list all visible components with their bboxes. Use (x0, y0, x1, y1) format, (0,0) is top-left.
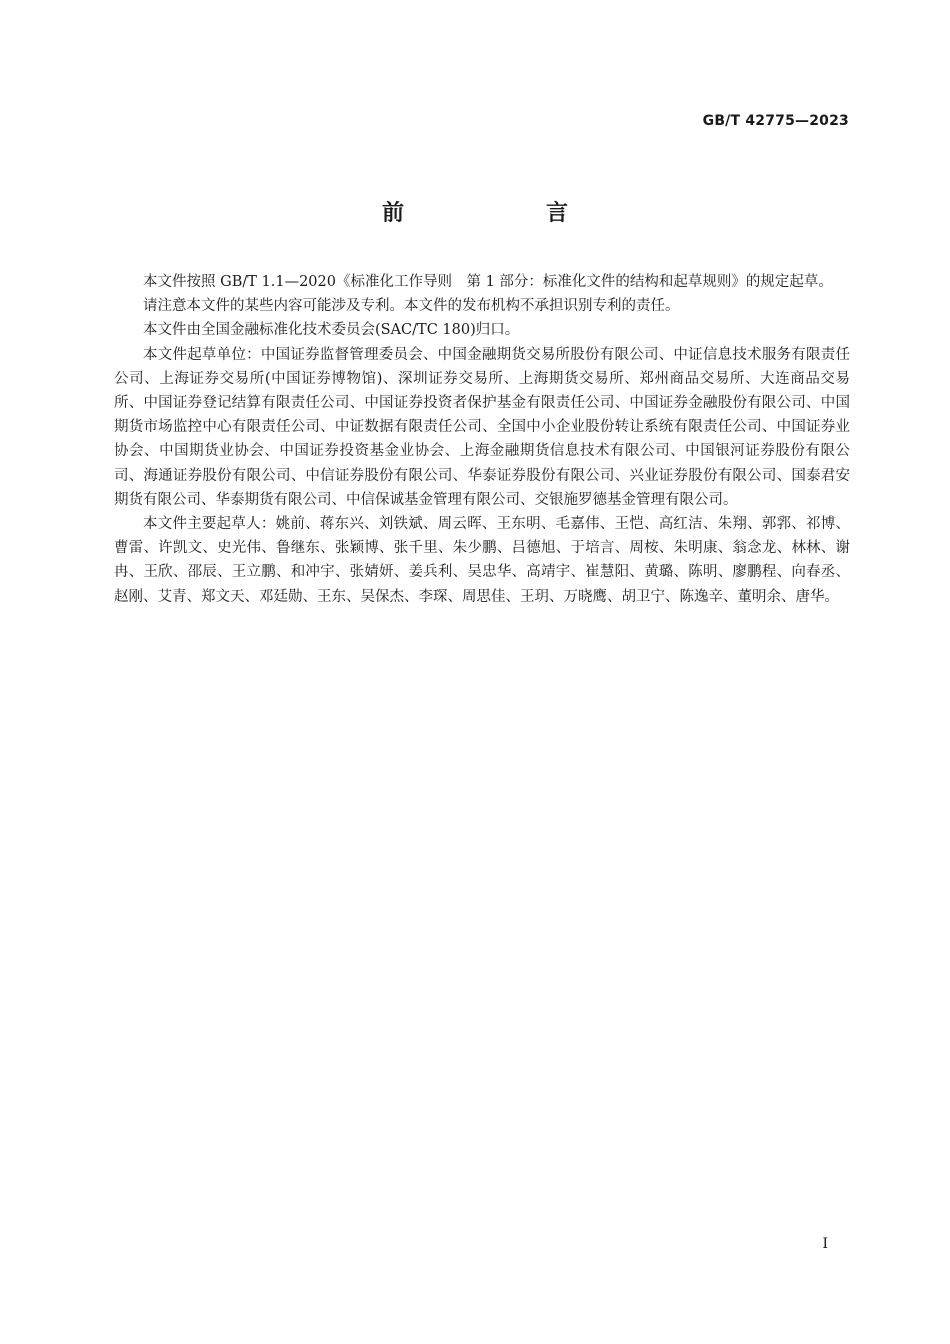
paragraph-committee: 本文件由全国金融标准化技术委员会(SAC/TC 180)归口。 (143, 322, 520, 339)
standard-code: GB/T 42775—2023 (702, 113, 849, 129)
page-title: 前 言 (381, 201, 628, 226)
page-number: I (822, 1236, 828, 1252)
paragraph-drafting-organizations: 本文件起草单位：中国证券监督管理委员会、中国金融期货交易所股份有限公司、中证信息技术服务有限责任公司、上海证券交易所(中国证券博物馆)、深圳证券交易所、上海期货交易所、郑州商品交易所、大连商品交易所、中国证券登记结算有限责任公司、中国证券投资者保护基金有限责任公司、中国证券金融股份有限公司、中国期货市场监控中心有限责任公司、中证数据有限责任公司、全国中小企业股份转让系统有限责任公司、中国证券业协会、中国期货业协会、中国证券投资基金业协会、上海金融期货信息技术有限公司、中国银河证券股份有限公司、海通证券股份有限公司、中信证券股份有限公司、华泰证券股份有限公司、兴业证券股份有限公司、国泰君安期货有限公司、华泰期货有限公司、中信保诚基金管理有限公司、交银施罗德基金管理有限公司。 (114, 346, 850, 508)
foreword-body (114, 270, 850, 609)
paragraph-drafting-rules: 本文件按照 GB/T 1.1—2020《标准化工作导则 第 1 部分：标准化文件的结构和起草规则》的规定起草。 (143, 274, 833, 290)
paragraph-patent-notice: 请注意本文件的某些内容可能涉及专利。本文件的发布机构不承担识别专利的责任。 (143, 298, 680, 315)
paragraph-main-drafters: 本文件主要起草人：姚前、蒋东兴、刘铁斌、周云晖、王东明、毛嘉伟、王恺、高红洁、朱翔、郭郛、祁博、曹雷、许凯文、史光伟、鲁继东、张颖博、张千里、朱少鹏、吕德旭、于培言、周桉、朱明康、翁念龙、林林、谢冉、王欣、邵辰、王立鹏、和冲宇、张婧妍、姜兵利、吴忠华、高靖宇、崔慧阳、黄璐、陈明、廖鹏程、向春丞、赵刚、艾青、郑文天、邓廷勋、王东、吴保杰、李琛、周思佳、王玥、万晓鹰、胡卫宁、陈逸辛、董明余、唐华。 (114, 516, 850, 605)
